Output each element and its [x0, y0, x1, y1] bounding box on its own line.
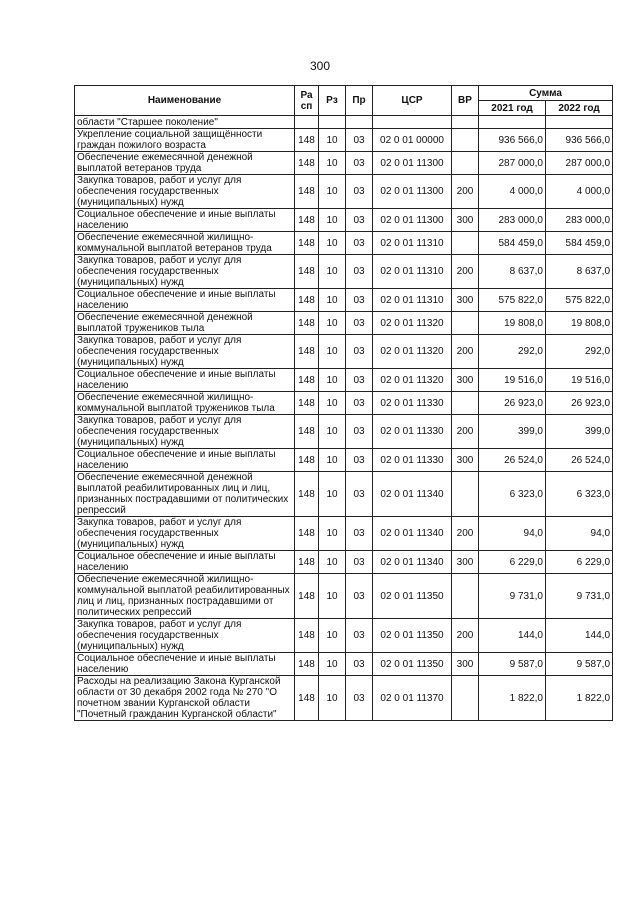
cell-csr: 02 0 01 11300 [373, 152, 452, 175]
cell-csr: 02 0 01 11340 [373, 472, 452, 517]
cell-csr: 02 0 01 11330 [373, 392, 452, 415]
cell-2021: 26 923,0 [479, 392, 546, 415]
cell-rz: 10 [319, 312, 346, 335]
cell-rasp: 148 [295, 289, 319, 312]
cell-2022: 283 000,0 [546, 209, 613, 232]
cell-name: Обеспечение ежемесячной денежной выплатой реабилитированных лиц и лиц, признанных пострадавшими от политических репрессий [75, 472, 295, 517]
cell-vr: 300 [452, 653, 479, 676]
cell-rasp: 148 [295, 415, 319, 449]
cell-2021: 287 000,0 [479, 152, 546, 175]
cell-vr [452, 574, 479, 619]
cell-csr: 02 0 01 11350 [373, 574, 452, 619]
cell-2021: 94,0 [479, 517, 546, 551]
cell-2021: 292,0 [479, 335, 546, 369]
cell-rasp: 148 [295, 449, 319, 472]
cell-name: Обеспечение ежемесячной жилищно-коммунальной выплатой ветеранов труда [75, 232, 295, 255]
cell-2022: 936 566,0 [546, 129, 613, 152]
cell-2022: 6 323,0 [546, 472, 613, 517]
table-row [75, 653, 613, 676]
page-number: 300 [309, 59, 331, 73]
table-row [75, 232, 613, 255]
cell-vr: 200 [452, 619, 479, 653]
cell-2021: 9 587,0 [479, 653, 546, 676]
cell-vr: 200 [452, 335, 479, 369]
cell-pr: 03 [346, 472, 373, 517]
cell-rz: 10 [319, 175, 346, 209]
cell-rz: 10 [319, 369, 346, 392]
cell-2022: 4 000,0 [546, 175, 613, 209]
cell-rz: 10 [319, 392, 346, 415]
cell-vr [452, 676, 479, 721]
header-pr: Пр [346, 86, 373, 116]
cell-name: Закупка товаров, работ и услуг для обеспечения государственных (муниципальных) нужд [75, 255, 295, 289]
header-csr: ЦСР [373, 86, 452, 116]
table-row [75, 335, 613, 369]
cell-rz: 10 [319, 232, 346, 255]
cell-name: Расходы на реализацию Закона Курганской области от 30 декабря 2002 года № 270 "О почетном звании Курганской области "Почетный гражданин Курганской области" [75, 676, 295, 721]
cell-rz: 10 [319, 289, 346, 312]
cell-name: Социальное обеспечение и иные выплаты населению [75, 653, 295, 676]
cell-2022: 292,0 [546, 335, 613, 369]
cell-rasp: 148 [295, 392, 319, 415]
cell-csr: 02 0 01 11340 [373, 551, 452, 574]
cell-2022: 144,0 [546, 619, 613, 653]
table-row [75, 472, 613, 517]
cell-vr: 300 [452, 289, 479, 312]
cell-2021: 1 822,0 [479, 676, 546, 721]
cell-rasp: 148 [295, 472, 319, 517]
cell-2021: 19 516,0 [479, 369, 546, 392]
cell-rz: 10 [319, 517, 346, 551]
cell-2021: 6 323,0 [479, 472, 546, 517]
cell-2021: 584 459,0 [479, 232, 546, 255]
cell-vr [452, 472, 479, 517]
cell-rz: 10 [319, 551, 346, 574]
cell-csr: 02 0 01 11320 [373, 335, 452, 369]
header-2022: 2022 год [546, 101, 613, 116]
cell-pr: 03 [346, 335, 373, 369]
cell-csr: 02 0 01 11370 [373, 676, 452, 721]
cell-pr: 03 [346, 517, 373, 551]
cell-csr: 02 0 01 11320 [373, 369, 452, 392]
table-row [75, 369, 613, 392]
cell-vr: 200 [452, 255, 479, 289]
cell-2021: 9 731,0 [479, 574, 546, 619]
cell-rasp: 148 [295, 653, 319, 676]
table-row [75, 255, 613, 289]
cell-name: Укрепление социальной защищённости граждан пожилого возраста [75, 129, 295, 152]
cell-2022: 1 822,0 [546, 676, 613, 721]
cell-2022: 584 459,0 [546, 232, 613, 255]
header-rz: Рз [319, 86, 346, 116]
cell-rz: 10 [319, 619, 346, 653]
header-2021: 2021 год [479, 101, 546, 116]
table-row [75, 209, 613, 232]
header-row [75, 86, 613, 101]
cell-2022: 287 000,0 [546, 152, 613, 175]
cell-2021: 26 524,0 [479, 449, 546, 472]
cell-rz: 10 [319, 472, 346, 517]
cell-rz: 10 [319, 255, 346, 289]
cell-pr: 03 [346, 415, 373, 449]
table-row [75, 312, 613, 335]
cell-rz: 10 [319, 574, 346, 619]
cell-pr: 03 [346, 232, 373, 255]
cell-2021: 19 808,0 [479, 312, 546, 335]
table-row [75, 289, 613, 312]
cell-pr: 03 [346, 551, 373, 574]
continuation-text: области "Старшее поколение" [75, 116, 295, 129]
cell-vr [452, 232, 479, 255]
cell-pr: 03 [346, 175, 373, 209]
cell-rasp: 148 [295, 369, 319, 392]
table-row [75, 449, 613, 472]
cell-2021: 936 566,0 [479, 129, 546, 152]
cell-csr: 02 0 01 11300 [373, 209, 452, 232]
cell-name: Закупка товаров, работ и услуг для обеспечения государственных (муниципальных) нужд [75, 335, 295, 369]
table-row [75, 415, 613, 449]
cell-pr: 03 [346, 449, 373, 472]
cell-name: Обеспечение ежемесячной денежной выплатой ветеранов труда [75, 152, 295, 175]
cell-name: Обеспечение ежемесячной жилищно-коммунальной выплатой тружеников тыла [75, 392, 295, 415]
cell-pr: 03 [346, 129, 373, 152]
cell-csr: 02 0 01 11300 [373, 175, 452, 209]
cell-rasp: 148 [295, 129, 319, 152]
cell-csr: 02 0 01 11340 [373, 517, 452, 551]
table-row [75, 175, 613, 209]
table-row [75, 129, 613, 152]
cell-vr: 300 [452, 369, 479, 392]
table-row [75, 574, 613, 619]
cell-rasp: 148 [295, 619, 319, 653]
table-row [75, 676, 613, 721]
cell-name: Социальное обеспечение и иные выплаты населению [75, 369, 295, 392]
budget-table [74, 85, 613, 721]
cell-2021: 399,0 [479, 415, 546, 449]
cell-vr: 300 [452, 551, 479, 574]
cell-vr: 200 [452, 415, 479, 449]
table-row [75, 619, 613, 653]
cell-rasp: 148 [295, 175, 319, 209]
cell-pr: 03 [346, 369, 373, 392]
cell-csr: 02 0 01 11310 [373, 289, 452, 312]
cell-pr: 03 [346, 312, 373, 335]
table-row [75, 392, 613, 415]
cell-pr: 03 [346, 619, 373, 653]
cell-rz: 10 [319, 209, 346, 232]
cell-rz: 10 [319, 152, 346, 175]
cell-pr: 03 [346, 653, 373, 676]
cell-pr: 03 [346, 676, 373, 721]
cell-name: Закупка товаров, работ и услуг для обеспечения государственных (муниципальных) нужд [75, 175, 295, 209]
cell-2022: 94,0 [546, 517, 613, 551]
header-name: Наименование [75, 86, 295, 116]
cell-rz: 10 [319, 653, 346, 676]
cell-rasp: 148 [295, 574, 319, 619]
cell-name: Обеспечение ежемесячной жилищно-коммунальной выплатой реабилитированных лиц и лиц, признанных пострадавшими от политических репрессий [75, 574, 295, 619]
header-sum: Сумма [479, 86, 613, 101]
cell-vr: 200 [452, 517, 479, 551]
cell-pr: 03 [346, 574, 373, 619]
cell-name: Социальное обеспечение и иные выплаты населению [75, 289, 295, 312]
cell-2021: 4 000,0 [479, 175, 546, 209]
cell-rasp: 148 [295, 312, 319, 335]
cell-2022: 19 808,0 [546, 312, 613, 335]
cell-rasp: 148 [295, 152, 319, 175]
cell-vr: 300 [452, 209, 479, 232]
header-rasp: Ра сп [295, 86, 319, 116]
cell-2022: 399,0 [546, 415, 613, 449]
cell-rasp: 148 [295, 517, 319, 551]
cell-rasp: 148 [295, 255, 319, 289]
cell-csr: 02 0 01 11330 [373, 415, 452, 449]
cell-pr: 03 [346, 392, 373, 415]
cell-2022: 26 524,0 [546, 449, 613, 472]
cell-vr [452, 312, 479, 335]
cell-vr: 300 [452, 449, 479, 472]
header-vr: ВР [452, 86, 479, 116]
cell-pr: 03 [346, 209, 373, 232]
cell-name: Социальное обеспечение и иные выплаты населению [75, 209, 295, 232]
table-row [75, 551, 613, 574]
cell-csr: 02 0 01 11320 [373, 312, 452, 335]
cell-csr: 02 0 01 11350 [373, 619, 452, 653]
cell-csr: 02 0 01 11310 [373, 232, 452, 255]
cell-vr [452, 129, 479, 152]
cell-csr: 02 0 01 00000 [373, 129, 452, 152]
cell-2022: 8 637,0 [546, 255, 613, 289]
cell-2022: 575 822,0 [546, 289, 613, 312]
cell-csr: 02 0 01 11350 [373, 653, 452, 676]
cell-rz: 10 [319, 129, 346, 152]
cell-rasp: 148 [295, 209, 319, 232]
cell-name: Закупка товаров, работ и услуг для обеспечения государственных (муниципальных) нужд [75, 517, 295, 551]
cell-rz: 10 [319, 415, 346, 449]
cell-name: Обеспечение ежемесячной денежной выплатой тружеников тыла [75, 312, 295, 335]
cell-2021: 144,0 [479, 619, 546, 653]
cell-rz: 10 [319, 335, 346, 369]
cell-csr: 02 0 01 11310 [373, 255, 452, 289]
cell-name: Социальное обеспечение и иные выплаты населению [75, 449, 295, 472]
cell-2021: 8 637,0 [479, 255, 546, 289]
cell-vr: 200 [452, 175, 479, 209]
cell-pr: 03 [346, 289, 373, 312]
continuation-row [75, 116, 613, 129]
cell-csr: 02 0 01 11330 [373, 449, 452, 472]
cell-name: Закупка товаров, работ и услуг для обеспечения государственных (муниципальных) нужд [75, 619, 295, 653]
table-row [75, 152, 613, 175]
cell-2022: 19 516,0 [546, 369, 613, 392]
cell-2022: 6 229,0 [546, 551, 613, 574]
cell-pr: 03 [346, 152, 373, 175]
cell-name: Социальное обеспечение и иные выплаты населению [75, 551, 295, 574]
cell-vr [452, 152, 479, 175]
cell-2022: 9 587,0 [546, 653, 613, 676]
cell-vr [452, 392, 479, 415]
cell-rasp: 148 [295, 335, 319, 369]
cell-2022: 26 923,0 [546, 392, 613, 415]
cell-rasp: 148 [295, 676, 319, 721]
cell-name: Закупка товаров, работ и услуг для обеспечения государственных (муниципальных) нужд [75, 415, 295, 449]
cell-rasp: 148 [295, 551, 319, 574]
cell-rasp: 148 [295, 232, 319, 255]
cell-rz: 10 [319, 676, 346, 721]
table-row [75, 517, 613, 551]
cell-2022: 9 731,0 [546, 574, 613, 619]
cell-2021: 575 822,0 [479, 289, 546, 312]
cell-2021: 283 000,0 [479, 209, 546, 232]
cell-rz: 10 [319, 449, 346, 472]
cell-2021: 6 229,0 [479, 551, 546, 574]
cell-pr: 03 [346, 255, 373, 289]
